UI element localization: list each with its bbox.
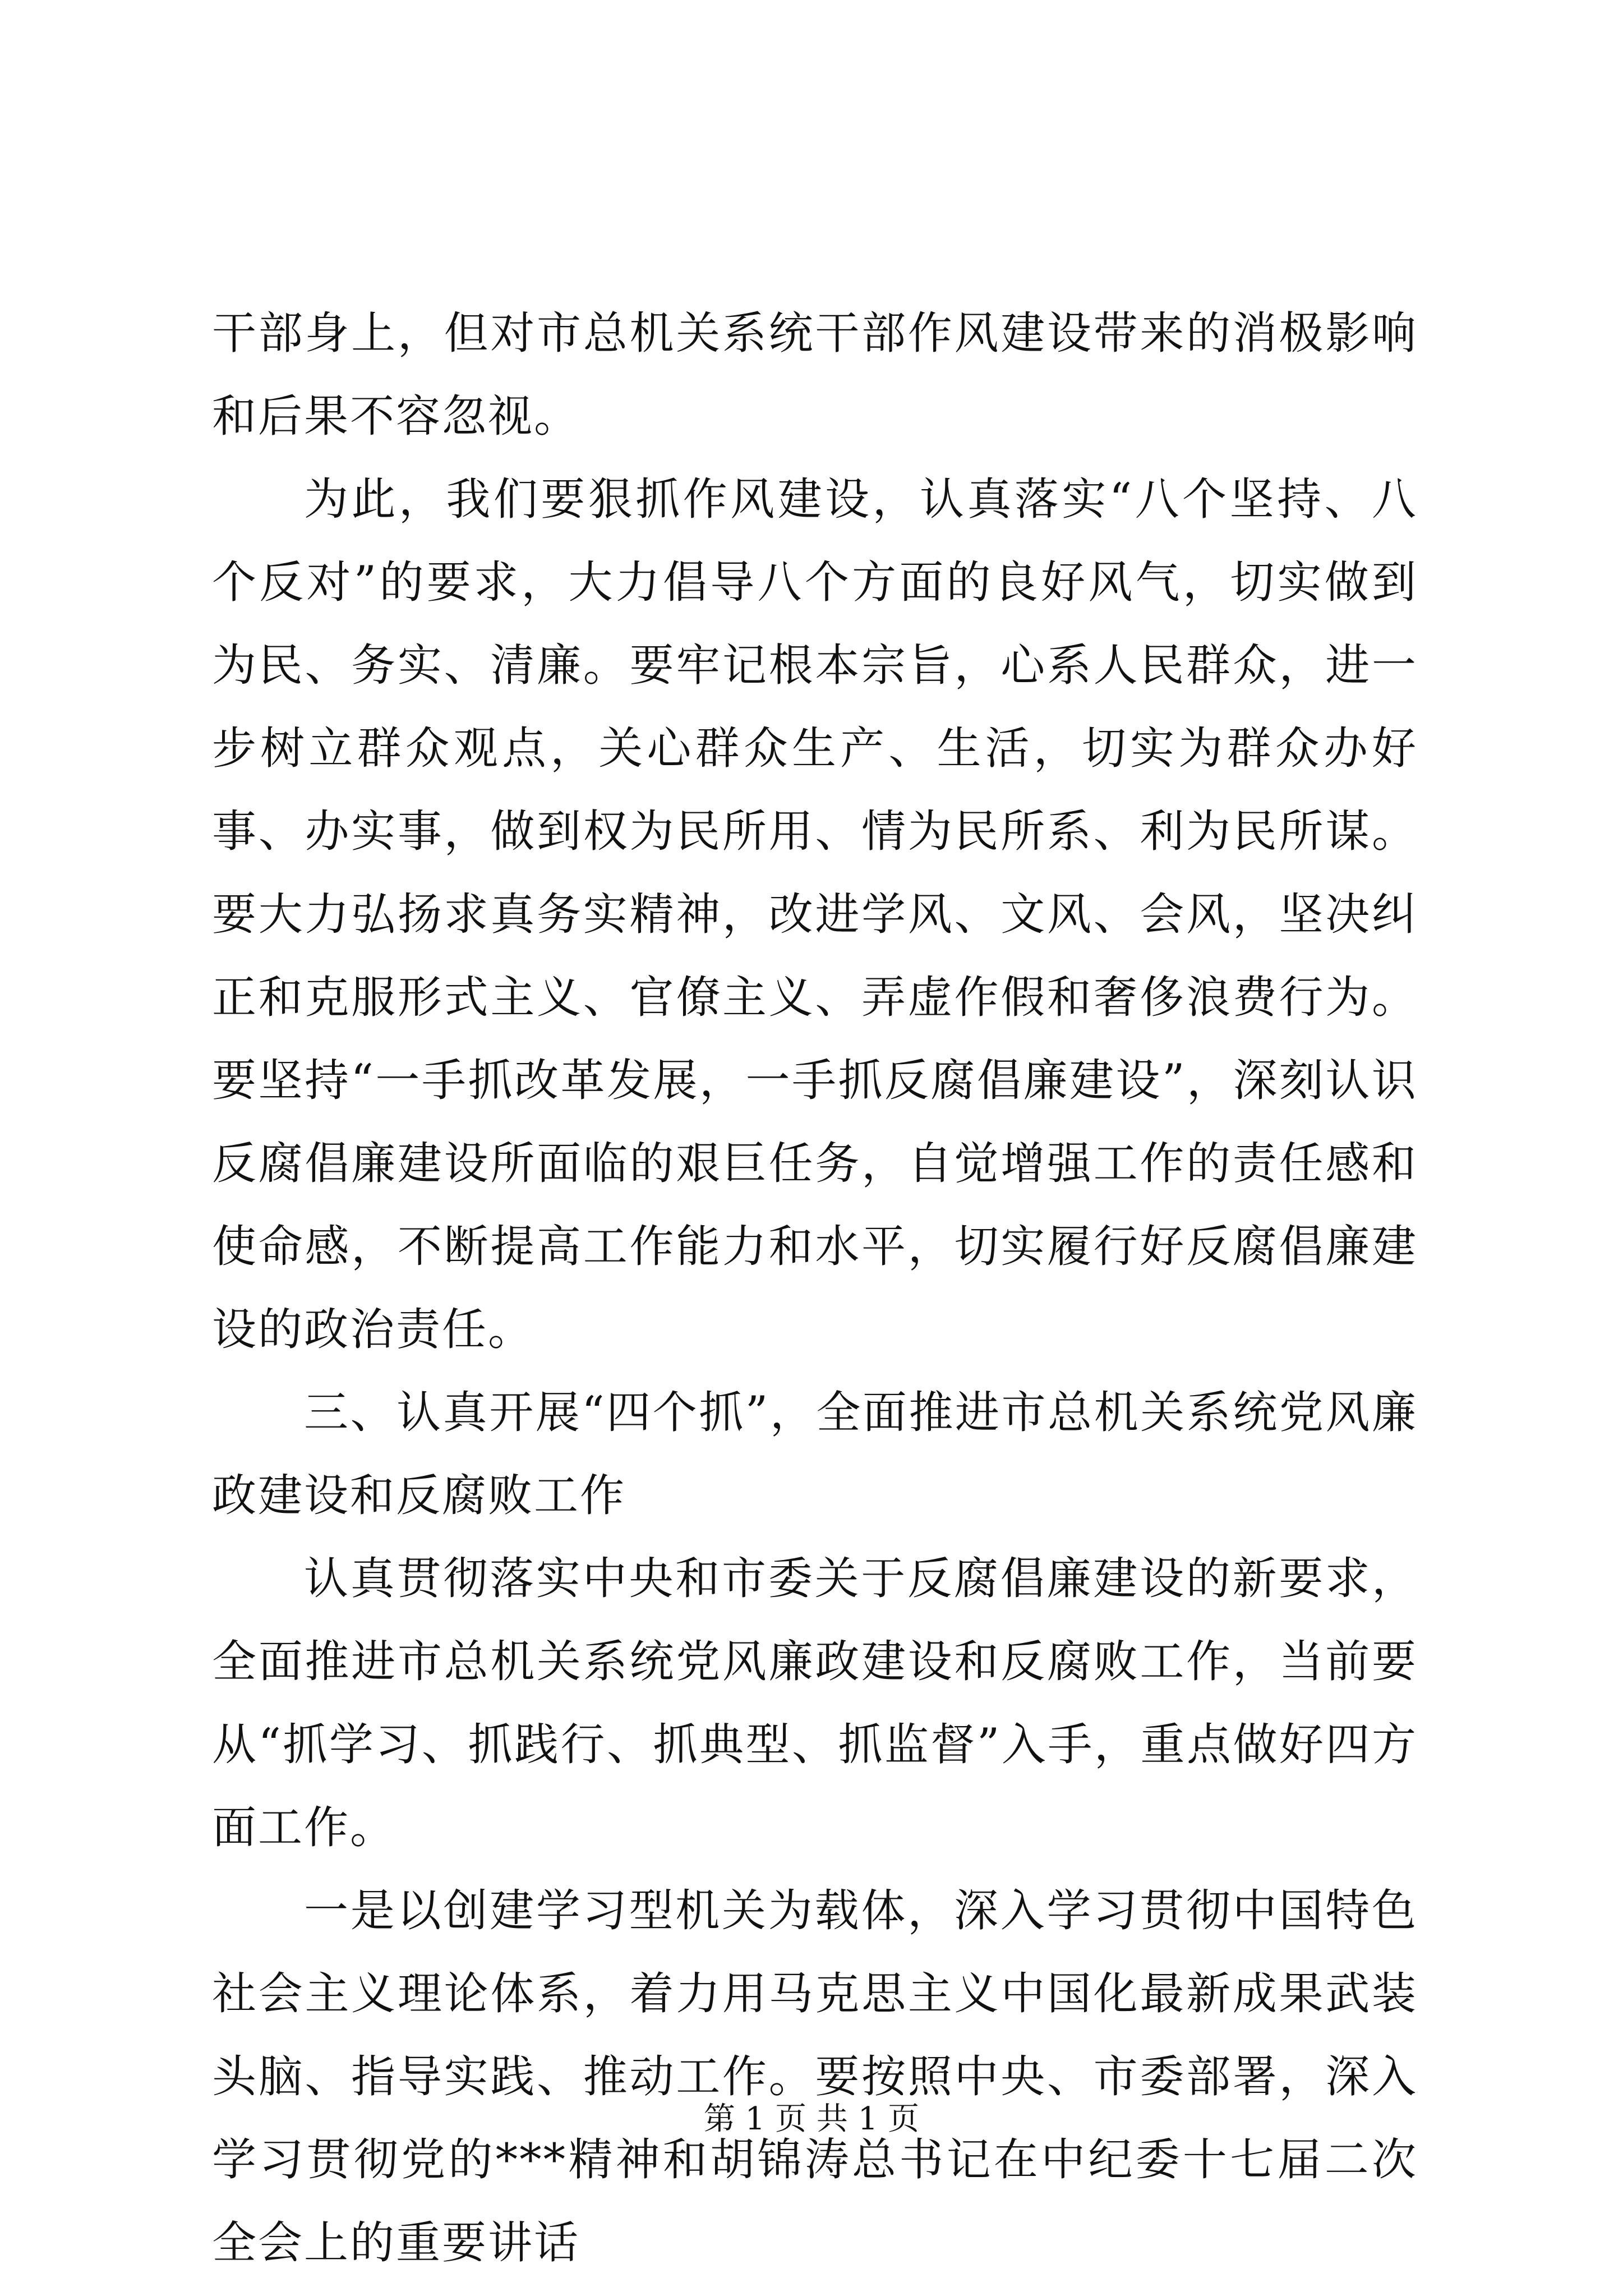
paragraph-four-tasks: 认真贯彻落实中央和市委关于反腐倡廉建设的新要求，全面推进市总机关系统党风廉政建设和反腐败工作，当前要从“抓学习、抓践行、抓典型、抓监督”入手，重点做好四方面工作。 xyxy=(212,1553,1418,1853)
page-footer: 第 1 页 共 1 页 xyxy=(703,2101,920,2137)
paragraph-continuation: 干部身上，但对市总机关系统干部作风建设带来的消极影响和后果不容忽视。 xyxy=(212,307,1418,442)
paragraph-learning-organization: 一是以创建学习型机关为载体，深入学习贯彻中国特色社会主义理论体系，着力用马克思主义中国化最新成果武装头脑、指导实践、推动工作。要按照中央、市委部署，深入学习贯彻党的***精神和胡锦涛总书记在中纪委十七届二次全会上的重要讲话 xyxy=(212,1885,1418,2269)
paragraph-work-style: 为此，我们要狠抓作风建设，认真落实“八个坚持、八个反对”的要求，大力倡导八个方面的良好风气，切实做到为民、务实、清廉。要牢记根本宗旨，心系人民群众，进一步树立群众观点，关心群众生产、生活，切实为群众办好事、办实事，做到权为民所用、情为民所系、利为民所谋。要大力弘扬求真务实精神，改进学风、文风、会风，坚决纠正和克服形式主义、官僚主义、弄虚作假和奢侈浪费行为。要坚持“一手抓改革发展，一手抓反腐倡廉建设”，深刻认识反腐倡廉建设所面临的艰巨任务，自觉增强工作的责任感和使命感，不断提高工作能力和水平，切实履行好反腐倡廉建设的政治责任。 xyxy=(212,473,1418,1355)
document-body xyxy=(212,292,1418,2284)
section-heading-three: 三、认真开展“四个抓”，全面推进市总机关系统党风廉政建设和反腐败工作 xyxy=(212,1387,1418,1521)
